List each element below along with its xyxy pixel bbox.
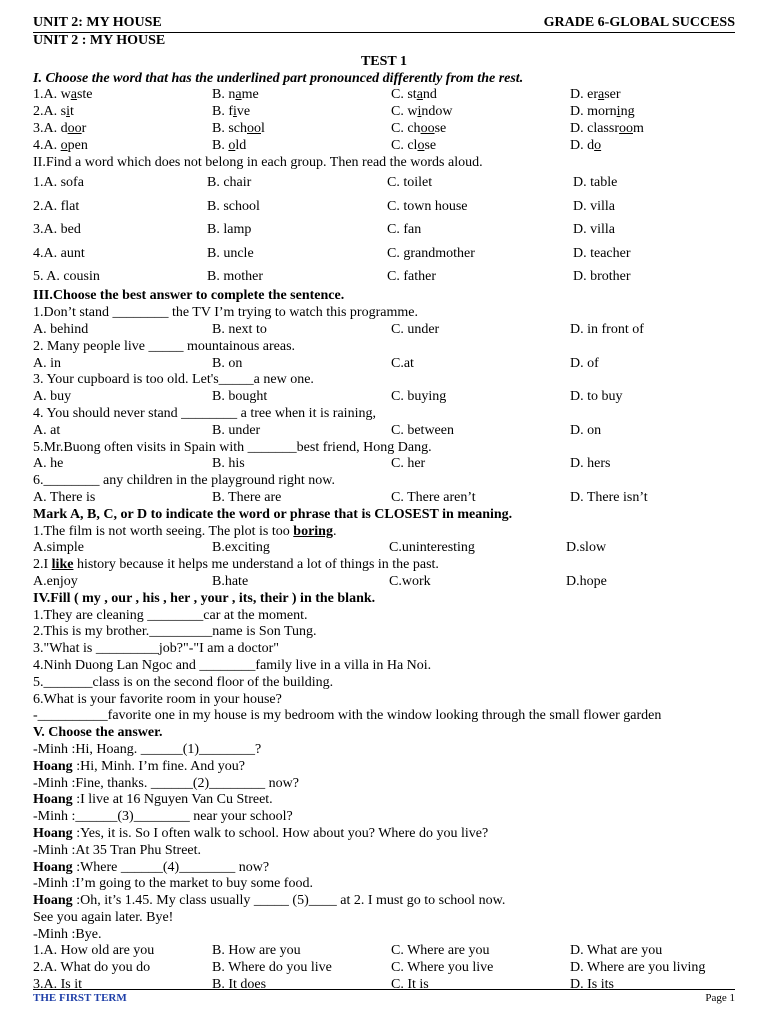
answer-option: D. on — [570, 422, 602, 438]
utterance: :Where ______(4)________ now? — [72, 859, 270, 875]
synonym-option: B.exciting — [212, 540, 270, 556]
underlined-part: a — [235, 87, 242, 103]
answer-option: A. in — [33, 355, 61, 371]
section5-instruction: V. Choose the answer. — [33, 725, 163, 741]
dialogue-answer-option: D. What are you — [570, 943, 663, 959]
synonym-option: B.hate — [212, 573, 249, 589]
dialogue-line — [33, 826, 735, 843]
utterance: Fine, thanks. ______(2)________ now? — [75, 775, 299, 791]
answer-option: C. buying — [391, 389, 447, 405]
pronunciation-option: D. classroom — [570, 120, 644, 136]
dialogue-line — [33, 776, 735, 793]
odd-one-out-option: 2.A. flat — [33, 198, 80, 214]
dialogue-answer-option: 2.A. What do you do — [33, 960, 151, 976]
synonym-option: D.slow — [566, 540, 607, 556]
dialogue-answer-option: D. Is its — [570, 977, 614, 993]
utterance: Bye. — [75, 926, 102, 942]
answer-option: A. he — [33, 456, 64, 472]
page-footer — [33, 989, 735, 1004]
answer-option: C. between — [391, 422, 454, 438]
answer-option: A. There is — [33, 489, 96, 505]
dialogue-answer-option: C. Where are you — [391, 943, 490, 959]
answer-options-row — [33, 456, 735, 473]
pronunciation-option: 4.A. open — [33, 137, 88, 153]
underlined-part: oo — [67, 120, 82, 136]
speaker: -Minh : — [33, 809, 76, 825]
dialogue-answer-option: B. How are you — [212, 943, 301, 959]
answer-option: D. hers — [570, 456, 611, 472]
dialogue — [33, 742, 735, 944]
dialogue-answer-option: 3.A. Is it — [33, 977, 82, 993]
odd-one-out-option: 3.A. bed — [33, 222, 81, 238]
section1-items — [33, 87, 735, 154]
key-word: like — [51, 557, 74, 573]
dialogue-line — [33, 910, 735, 927]
pronunciation-option: B. name — [212, 87, 259, 103]
question-text: 2. Many people live _____ mountainous areas. — [33, 338, 296, 354]
odd-one-out-option: 5. A. cousin — [33, 269, 100, 284]
odd-one-out-option: C. grandmother — [387, 245, 475, 261]
answer-option: B. under — [212, 422, 261, 438]
key-word: boring — [293, 523, 333, 539]
worksheet-page — [33, 14, 735, 994]
pronunciation-option: 1.A. waste — [33, 87, 93, 103]
synonym-items — [33, 524, 735, 591]
answer-options-row — [33, 490, 735, 507]
underlined-part: i — [417, 104, 422, 120]
fill-blank-line: 1.They are cleaning ________car at the moment. — [33, 607, 308, 623]
unit-title: UNIT 2 : MY HOUSE — [33, 33, 166, 48]
answer-option: A. at — [33, 422, 61, 438]
pronunciation-row — [33, 138, 735, 155]
synonym-question: 1.The film is not worth seeing. The plot is too boring. — [33, 523, 337, 539]
utterance: I’m going to the market to buy some food. — [75, 876, 313, 892]
odd-one-out-option: C. town house — [387, 198, 468, 214]
speaker: Hoang — [33, 825, 73, 841]
utterance: :Hi, Minh. I’m fine. And you? — [72, 758, 245, 774]
utterance: ______(3)________ near your school? — [75, 809, 293, 825]
answer-option: C. her — [391, 456, 426, 472]
fill-blank-line: 6.What is your favorite room in your house? — [33, 691, 282, 707]
pronunciation-option: C. window — [391, 104, 453, 120]
answer-option: B. on — [212, 355, 243, 371]
dialogue-line — [33, 843, 735, 860]
odd-one-out-option: B. school — [207, 198, 260, 214]
odd-one-out-option: 4.A. aunt — [33, 245, 85, 261]
answer-options-row — [33, 356, 735, 373]
odd-one-out-row — [33, 218, 735, 241]
underlined-part: i — [233, 104, 237, 120]
answer-option: C. There aren’t — [391, 489, 476, 505]
dialogue-answers — [33, 943, 735, 993]
answer-option: B. next to — [212, 322, 267, 337]
section3-items — [33, 305, 735, 507]
section2-instruction: II.Find a word which does not belong in each group. Then read the words aloud. — [33, 154, 483, 170]
answer-option: D. There isn’t — [570, 489, 648, 505]
utterance: Hi, Hoang. ______(1)________? — [75, 741, 262, 757]
answer-option: B. his — [212, 456, 245, 472]
pronunciation-option: B. five — [212, 104, 251, 120]
pronunciation-option: C. stand — [391, 87, 437, 103]
underlined-part: i — [616, 104, 621, 120]
synonym-option: C.uninteresting — [389, 540, 475, 556]
answer-option: C.at — [391, 355, 414, 371]
odd-one-out-option: D. teacher — [573, 245, 631, 261]
pronunciation-option: C. choose — [391, 120, 447, 136]
underlined-part: o — [594, 137, 602, 153]
odd-one-out-row — [33, 242, 735, 265]
footer-page-number: Page 1 — [705, 992, 735, 1004]
odd-one-out-option: D. brother — [573, 269, 631, 284]
answer-option: C. under — [391, 322, 440, 337]
pronunciation-option: 3.A. door — [33, 120, 87, 136]
dialogue-line — [33, 792, 735, 809]
speaker: Hoang — [33, 792, 73, 808]
answer-option: B. bought — [212, 389, 268, 405]
pronunciation-row — [33, 121, 735, 138]
header-right: GRADE 6-GLOBAL SUCCESS — [543, 15, 735, 30]
section4-instruction: IV.Fill ( my , our , his , her , your , its, their ) in the blank. — [33, 590, 376, 606]
answer-option: A. buy — [33, 389, 72, 405]
section2-items — [33, 171, 735, 288]
speaker: -Minh : — [33, 876, 76, 892]
odd-one-out-option: C. toilet — [387, 175, 433, 191]
synonym-options-row — [33, 540, 735, 557]
pronunciation-option: D. eraser — [570, 87, 621, 103]
underlined-part: o — [417, 137, 425, 153]
odd-one-out-row — [33, 195, 735, 218]
utterance: :Oh, it’s 1.45. My class usually _____ (5)____ at 2. I must go to school now. — [72, 893, 506, 909]
utterance: :Yes, it is. So I often walk to school. How about you? Where do you live? — [72, 825, 489, 841]
test-title: TEST 1 — [360, 53, 408, 69]
dialogue-answer-row — [33, 943, 735, 960]
speaker: Hoang — [33, 893, 73, 909]
dialogue-answer-option: B. Where do you live — [212, 960, 332, 976]
answer-option: A. behind — [33, 322, 89, 337]
underlined-part: o — [60, 137, 68, 153]
answer-options-row — [33, 389, 735, 406]
question-text: 5.Mr.Buong often visits in Spain with _______best friend, Hong Dang. — [33, 439, 432, 455]
odd-one-out-option: C. fan — [387, 222, 422, 238]
dialogue-answer-option: D. Where are you living — [570, 960, 706, 976]
odd-one-out-row — [33, 171, 735, 194]
fill-blank-line: 3."What is _________job?"-"I am a doctor" — [33, 641, 280, 657]
pronunciation-option: C. close — [391, 137, 437, 153]
dialogue-line — [33, 876, 735, 893]
answer-option: B. There are — [212, 489, 282, 505]
footer-term: THE FIRST TERM — [33, 992, 127, 1004]
dialogue-answer-option: B. It does — [212, 977, 267, 993]
synonym-instruction: Mark A, B, C, or D to indicate the word or phrase that is CLOSEST in meaning. — [33, 506, 513, 522]
dialogue-line — [33, 809, 735, 826]
dialogue-line — [33, 742, 735, 759]
odd-one-out-option: D. table — [573, 175, 618, 191]
answer-option: D. to buy — [570, 389, 623, 405]
underlined-part: oo — [619, 120, 633, 136]
speaker: -Minh : — [33, 741, 76, 757]
question-text: 1.Don’t stand ________ the TV I’m trying to watch this programme. — [33, 305, 418, 321]
utterance: :I live at 16 Nguyen Van Cu Street. — [72, 792, 273, 808]
pronunciation-option: B. school — [212, 120, 265, 136]
dialogue-answer-option: C. Where you live — [391, 960, 494, 976]
pronunciation-row — [33, 104, 735, 121]
underlined-part: a — [598, 87, 605, 103]
pronunciation-option: 2.A. sit — [33, 104, 74, 120]
synonym-option: A.simple — [33, 540, 84, 556]
section1-instruction: I. Choose the word that has the underlined part pronounced differently from the rest. — [33, 70, 524, 86]
synonym-options-row — [33, 574, 735, 591]
synonym-option: A.enjoy — [33, 573, 78, 589]
answer-option: D. in front of — [570, 322, 644, 337]
speaker: -Minh : — [33, 775, 76, 791]
pronunciation-row — [33, 87, 735, 104]
dialogue-line — [33, 893, 735, 910]
answer-options-row — [33, 322, 735, 339]
utterance: See you again later. Bye! — [33, 909, 174, 925]
question-text: 6.________ any children in the playground right now. — [33, 473, 335, 489]
section4-items — [33, 608, 735, 726]
utterance: At 35 Tran Phu Street. — [75, 842, 202, 858]
dialogue-line — [33, 759, 735, 776]
page-header — [33, 14, 735, 33]
underlined-part: a — [416, 87, 423, 103]
section3-instruction: III.Choose the best answer to complete the sentence. — [33, 288, 345, 304]
odd-one-out-option: B. lamp — [207, 222, 252, 238]
fill-blank-line: -__________favorite one in my house is my bedroom with the window looking through the small flower garden — [33, 708, 662, 724]
underlined-part: oo — [420, 120, 435, 136]
header-left: UNIT 2: MY HOUSE — [33, 15, 162, 30]
odd-one-out-row — [33, 265, 735, 288]
odd-one-out-option: D. villa — [573, 222, 615, 238]
speaker: Hoang — [33, 859, 73, 875]
question-text: 3. Your cupboard is too old. Let's_____a new one. — [33, 372, 314, 388]
fill-blank-line: 4.Ninh Duong Lan Ngoc and ________family live in a villa in Ha Noi. — [33, 657, 432, 673]
dialogue-line — [33, 860, 735, 877]
odd-one-out-option: B. mother — [207, 269, 263, 284]
dialogue-answer-row — [33, 960, 735, 977]
pronunciation-option: B. old — [212, 137, 247, 153]
pronunciation-option: D. morning — [570, 104, 635, 120]
answer-options-row — [33, 423, 735, 440]
odd-one-out-option: C. father — [387, 269, 436, 284]
underlined-part: o — [228, 137, 236, 153]
synonym-option: C.work — [389, 573, 431, 589]
dialogue-answer-option: C. It is — [391, 977, 429, 993]
underlined-part: i — [66, 104, 70, 120]
underlined-part: oo — [247, 120, 261, 136]
pronunciation-option: D. do — [570, 137, 602, 153]
question-text: 4. You should never stand ________ a tree when it is raining, — [33, 405, 376, 421]
speaker: -Minh : — [33, 926, 76, 942]
fill-blank-line: 2.This is my brother._________name is Son Tung. — [33, 624, 317, 640]
odd-one-out-option: 1.A. sofa — [33, 175, 84, 191]
dialogue-line — [33, 927, 735, 944]
answer-option: D. of — [570, 355, 599, 371]
synonym-question: 2.I like history because it helps me understand a lot of things in the past. — [33, 557, 439, 573]
synonym-option: D.hope — [566, 573, 607, 589]
fill-blank-line: 5._______class is on the second floor of the building. — [33, 674, 334, 690]
odd-one-out-option: B. uncle — [207, 245, 254, 261]
speaker: Hoang — [33, 758, 73, 774]
dialogue-answer-option: 1.A. How old are you — [33, 943, 155, 959]
underlined-part: a — [70, 87, 77, 103]
odd-one-out-option: D. villa — [573, 198, 615, 214]
odd-one-out-option: B. chair — [207, 175, 252, 191]
speaker: -Minh : — [33, 842, 76, 858]
